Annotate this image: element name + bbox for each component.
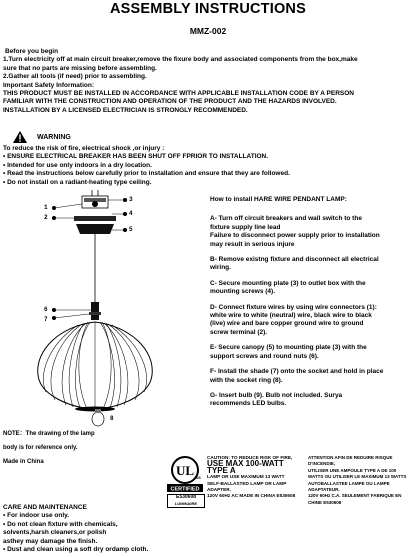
diagram-label: 5	[129, 226, 133, 233]
ul-mark-text: UL	[175, 463, 195, 478]
step-line: fixture supply line lead	[210, 223, 281, 231]
safety-line-c: INSTALLATION BY A LICENSED ELECTRICIAN IS STRONGLY RECOMMENDED.	[3, 106, 248, 114]
howto-step-g	[210, 392, 414, 409]
diagram-label: 4	[129, 210, 133, 217]
step-line: white wire to white (neutral) wire, black wire to black	[210, 312, 372, 320]
diagram-label: 2	[44, 214, 48, 221]
howto-section	[210, 196, 414, 416]
safety-heading: Important Safety Information:	[3, 81, 95, 89]
step-line: A- Turn off circuit breakers and wall switch to the	[210, 215, 362, 223]
caution-line: CAUTION: TO REDUCE RISK OF FIRE,	[207, 455, 293, 460]
diagram-label: 6	[44, 306, 48, 313]
step-line: C- Secure mounting plate (3) to outlet box with the	[210, 279, 366, 287]
warning-item: • Do not install on a radiant-heating type ceiling.	[3, 178, 152, 186]
warning-intro: To reduce the risk of fire, electrical shock ,or injury :	[3, 145, 165, 152]
care-item: • For indoor use only.	[3, 512, 70, 520]
step-line: D- Connect fixture wires by using wire connectors (1):	[210, 303, 377, 311]
note-line: body is for reference only.	[3, 445, 78, 451]
lamp-exploded-drawing	[0, 190, 205, 430]
caution-french	[308, 455, 413, 506]
diagram-label: 8	[110, 415, 114, 422]
care-item: • Do not clean fixture with chemicals,	[3, 520, 118, 528]
ul-region: US	[196, 477, 201, 481]
howto-title: How to install HARE WIRE PENDANT LAMP:	[210, 196, 347, 203]
diagram-label: 1	[44, 204, 48, 211]
caution-line: LAMP OR USE MAXIMUM 13 WATT	[207, 474, 285, 480]
warning-triangle-icon	[13, 131, 27, 143]
caution-line: WATTS OU UTILISER LE MAXIMUM 13 WATTS	[308, 474, 407, 480]
step-line: F- Install the shade (7) onto the socket and hold in place	[210, 368, 384, 376]
intro-step1b: sure that no parts are missing before assembling.	[3, 64, 157, 72]
caution-english	[207, 455, 305, 500]
made-in: Made in China	[3, 459, 44, 465]
drawing-note	[3, 430, 95, 452]
intro-step1a: 1.Turn electricity off at main circuit breaker,remove the fixure body and associated components from the box,make	[3, 56, 358, 64]
ul-code-badge	[167, 494, 205, 508]
ul-code: E530608	[175, 494, 197, 500]
intro-step2: 2.Gather all tools (if need) prior to assembling.	[3, 73, 147, 81]
document-title: ASSEMBLY INSTRUCTIONS	[110, 1, 306, 17]
ul-logo-icon	[165, 454, 205, 494]
howto-step-f	[210, 368, 414, 385]
step-line: wiring.	[210, 264, 231, 272]
warning-list	[3, 145, 290, 187]
step-line: mounting screws (4).	[210, 288, 276, 296]
diagram-label: 3	[129, 196, 133, 203]
ul-certified-text: CERTIFIED	[170, 486, 200, 493]
ul-certification-mark	[165, 454, 205, 510]
caution-line: 120V 60Hz AC MADE IN CHINA E530608	[207, 493, 296, 499]
intro-section	[3, 48, 358, 115]
before-heading: Before you begin	[5, 48, 59, 55]
warning-label: WARNING	[37, 133, 71, 141]
howto-step-d	[210, 304, 414, 338]
howto-step-e	[210, 344, 414, 361]
step-line: with the socket ring (8).	[210, 376, 283, 384]
care-item: solvents,harsh cleaners,or polish	[3, 529, 107, 537]
care-title: CARE AND MAINTENANCE	[3, 504, 87, 511]
step-line: E- Secure canopy (5) to mounting plate (3) with the	[210, 344, 367, 352]
warning-item: • Intended for use only indoors in a dry location.	[3, 161, 152, 169]
care-item: • Dust and clean using a soft dry ordamp cloth.	[3, 546, 149, 554]
step-line: (live) wire and bare copper ground wire to ground	[210, 320, 364, 328]
caution-line: SELF-BALLASTED LAMP OR LAMP ADAPTER.	[207, 480, 287, 493]
care-item: asthey may damage the finish.	[3, 537, 98, 545]
safety-line-a: THIS PRODUCT MUST BE INSTALLED IN ACCORDANCE WITH APPLICABLE INSTALLATION CODE BY A PERSON	[3, 90, 354, 98]
warning-item: • ENSURE ELECTRICAL BREAKER HAS BEEN SHUT OFF FPRIOR TO INSTALLATION.	[3, 153, 269, 161]
caution-line: 120V 60Hz C.A. SEULEMENT FABRIQUE EN CHINE E530608	[308, 493, 402, 505]
safety-line-b: FAMILIAR WITH THE CONSTRUCTION AND OPERATION OF THE PRODUCT AND THE HAZARDS INVOLVED.	[3, 98, 337, 106]
caution-line: AUTOBALLASTEE LAMPE OU LAMPE ADAPTATEUR.	[308, 480, 390, 493]
note-line: NOTE：The drawing of the lamp	[3, 431, 95, 437]
step-line: may result in serious injure	[210, 240, 295, 248]
step-line: support screws and round nuts (6).	[210, 352, 319, 360]
caution-line: USE MAX 100-WATT TYPE A	[207, 459, 284, 475]
caution-line: ATTENTION AFIN DE REDUIRE RISQUE D'INCENDIE,	[308, 455, 393, 467]
model-number: MMZ-002	[189, 26, 227, 36]
caution-line: UTILISER UNE AMPOULE TYPE A DE 100	[308, 467, 397, 473]
howto-step-c	[210, 280, 414, 297]
caution-label	[207, 455, 413, 511]
step-line: Failure to disconnect power supply prior to installation	[210, 232, 380, 240]
care-section	[3, 504, 148, 554]
howto-step-b	[210, 256, 414, 273]
howto-step-a	[210, 215, 414, 249]
ul-sub: LUMINAIRE	[174, 500, 198, 506]
step-line: recommends LED bulbs.	[210, 400, 287, 408]
warning-item: • Read the instructions below carefully prior to installation and ensure that they are followed.	[3, 170, 290, 178]
diagram-label: 7	[44, 316, 48, 323]
step-line: screw terminal (2).	[210, 328, 268, 336]
lamp-diagram	[0, 190, 205, 430]
warning-heading-row	[13, 131, 71, 143]
step-line: G- Insert bulb (9). Bulb not included. Surya	[210, 391, 343, 399]
step-line: B- Remove existng fixture and disconnect all electrical	[210, 256, 379, 264]
